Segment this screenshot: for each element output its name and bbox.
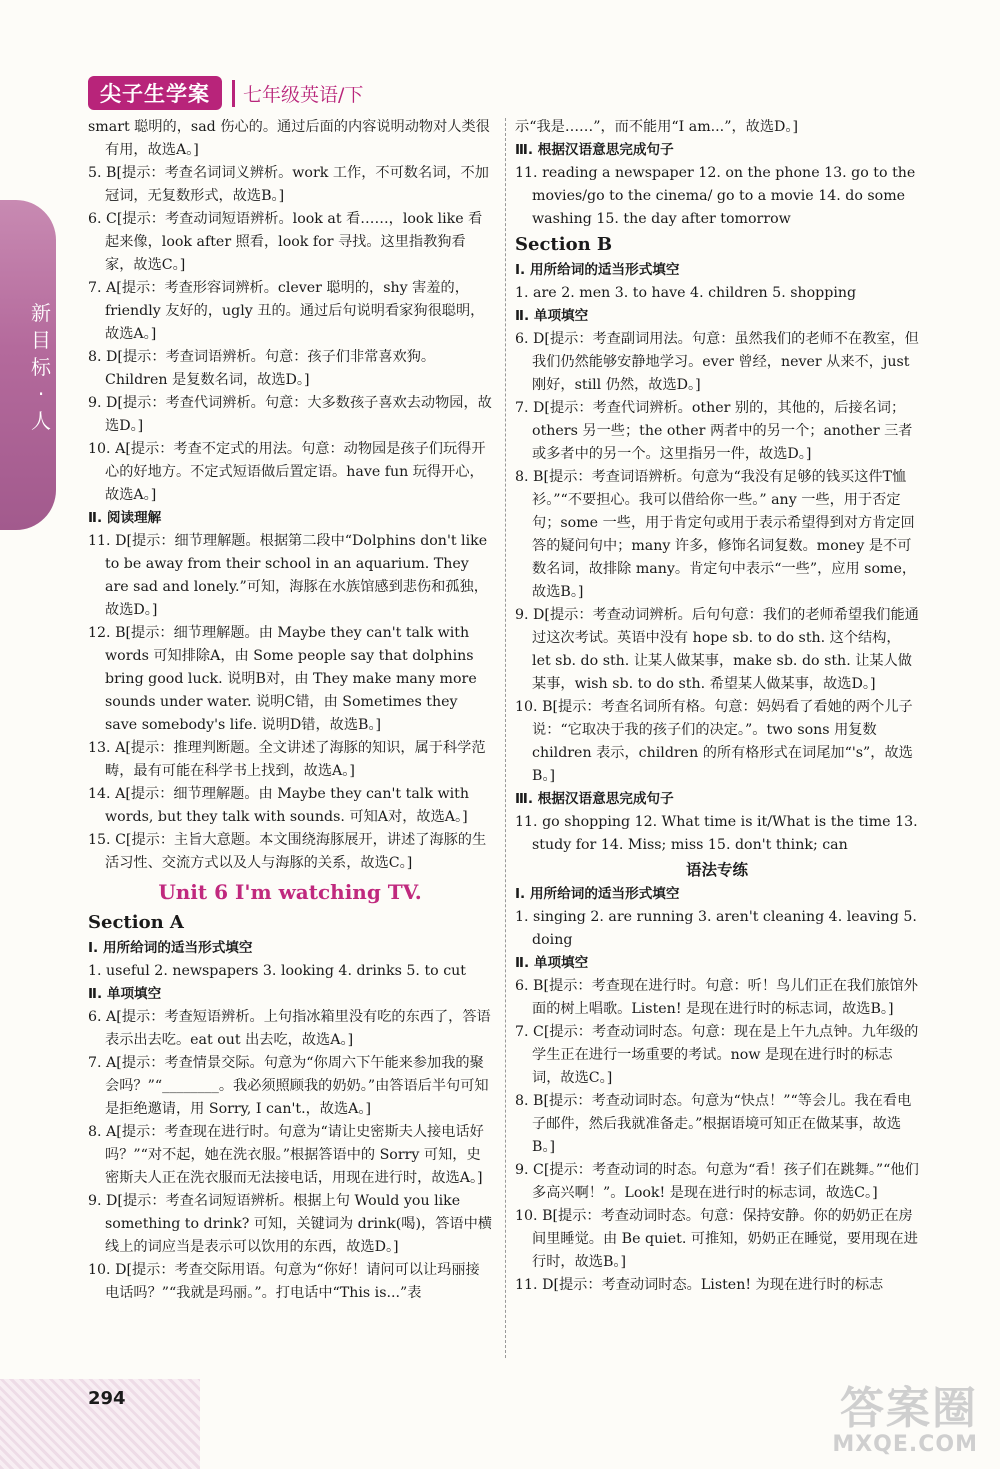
answer-item: 6. A[提示：考查短语辨析。上句指冰箱里没有吃的东西了，答语表示出去吃。eat out 出去吃，故选A。]: [88, 1009, 491, 1048]
page-header: [88, 76, 371, 110]
answer-item: 8. B[提示：考查词语辨析。句意为“我没有足够的钱买这件T恤衫。”“不要担心。我可以借给你一些。” any 一些，用于否定句；some 一些，用于肯定句或用于表示希望得到对方肯定回答的疑问句中；many 许多，修饰名词复数。money 是不可数名词，故排除 many。肯定句中表示“一些”，应用 some，故选B。]: [515, 469, 917, 600]
answer-item: 7. D[提示：考查代词辨析。other 别的，其他的，后接名词；others 另一些；the other 两者中的另一个；another 三者或多者中的另一个。这里指另一件，故选D。]: [515, 400, 913, 462]
section-heading: Ⅲ. 根据汉语意思完成句子: [515, 791, 674, 807]
watermark-url: MXQE.COM: [832, 1432, 978, 1457]
answer-item: 11. reading a newspaper 12. on the phone 13. go to the movies/go to the cinema/ go to a movie 14. do some washing 15. the day after tomorrow: [515, 165, 916, 227]
section-heading: Ⅰ. 用所给词的适当形式填空: [515, 262, 680, 278]
answer-item: 8. B[提示：考查动词时态。句意为“快点！”“等会儿。我在看电子邮件，然后我就准备走。”根据语境可知正在做某事，故选B。]: [515, 1093, 912, 1155]
section-heading: Ⅱ. 单项填空: [515, 955, 589, 971]
answer-item: 11. go shopping 12. What time is it/What is the time 13. study for 14. Miss; miss 15. don't think; can: [515, 814, 918, 853]
brand-logo: 尖子生学案: [88, 76, 222, 110]
answer-item: 9. D[提示：考查代词辨析。句意：大多数孩子喜欢去动物园，故选D。]: [88, 395, 492, 434]
answer-item: 10. B[提示：考查动词时态。句意：保持安静。你的奶奶正在房间里睡觉。由 Be quiet. 可推知，奶奶正在睡觉，要用现在进行时，故选B。]: [515, 1208, 918, 1270]
section-heading: Ⅰ. 用所给词的适当形式填空: [88, 940, 253, 956]
column-divider: [505, 118, 506, 1358]
answer-item: 6. D[提示：考查副词用法。句意：虽然我们的老师不在教室，但我们仍然能够安静地学习。ever 曾经，never 从来不，just 刚好，still 仍然，故选D。]: [515, 331, 919, 393]
section-title: Section B: [515, 234, 613, 255]
side-tab-label: 新目标·人: [31, 301, 51, 433]
answer-item: 8. A[提示：考查现在进行时。句意为“请让史密斯夫人接电话好吗？”“对不起，她在洗衣服。”根据答语中的 Sorry 可知，史密斯夫人正在洗衣服而无法接电话，用现在进行时，故选A。]: [88, 1124, 484, 1186]
answer-item: 10. B[提示：考查名词所有格。句意：妈妈看了看她的两个儿子说：“它取决于我的孩子们的决定。”。two sons 用复数 children 表示，children 的所有格形式在词尾加“'s”，故选B。]: [515, 699, 913, 784]
answer-item: 9. C[提示：考查动词的时态。句意为“看！孩子们在跳舞。”“他们多高兴啊！”。Look! 是现在进行时的标志词，故选C。]: [515, 1162, 919, 1201]
answer-item: 10. A[提示：考查不定式的用法。句意：动物园是孩子们玩得开心的好地方。不定式短语做后置定语。have fun 玩得开心，故选A。]: [88, 441, 486, 503]
answer-item: 14. A[提示：细节理解题。由 Maybe they can't talk with words, but they talk with sounds. 可知A对，故选A。]: [88, 786, 469, 825]
answer-item: 13. A[提示：推理判断题。全文讲述了海豚的知识，属于科学范畴，最有可能在科学书上找到，故选A。]: [88, 740, 486, 779]
answer-item: 1. useful 2. newspapers 3. looking 4. drinks 5. to cut: [88, 963, 466, 979]
answer-item: 8. D[提示：考查词语辨析。句意：孩子们非常喜欢狗。Children 是复数名词，故选D。]: [88, 349, 436, 388]
watermark: [832, 1385, 978, 1457]
answer-item: 1. are 2. men 3. to have 4. children 5. shopping: [515, 285, 857, 301]
section-heading: Ⅲ. 根据汉语意思完成句子: [515, 142, 674, 158]
answer-item: 9. D[提示：考查动词辨析。后句句意：我们的老师希望我们能通过这次考试。英语中没有 hope sb. to do sth. 这个结构，let sb. do sth. 让某人做某事，make sb. do sth. 让某人做某事，wish sb. to do sth. 希望某人做某事，故选D。]: [515, 607, 919, 692]
answer-item: 10. D[提示：考查交际用语。句意为“你好！请问可以让玛丽接电话吗？”“我就是玛丽。”。打电话中“This is...”表: [88, 1262, 480, 1301]
answer-item: 7. A[提示：考查情景交际。句意为“你周六下午能来参加我的聚会吗？”“________。我必须照顾我的奶奶。”由答语后半句可知是拒绝邀请，用 Sorry, I can't.，故选A。]: [88, 1055, 489, 1117]
answer-item: 15. C[提示：主旨大意题。本文围绕海豚展开，讲述了海豚的生活习性、交流方式以及人与海豚的关系，故选C。]: [88, 832, 487, 871]
page-number: 294: [88, 1388, 126, 1409]
section-heading: Ⅱ. 阅读理解: [88, 510, 162, 526]
section-title: Section A: [88, 912, 184, 933]
unit-title: Unit 6 I'm watching TV.: [158, 880, 422, 904]
right-column: [515, 116, 919, 1297]
section-heading: Ⅰ. 用所给词的适当形式填空: [515, 886, 680, 902]
answer-item: 9. D[提示：考查名词短语辨析。根据上句 Would you like something to drink? 可知，关键词为 drink(喝)，答语中横线上的词应当是表示可以饮用的东西，故选D。]: [88, 1193, 492, 1255]
answer-item: 7. A[提示：考查形容词辨析。clever 聪明的，shy 害羞的，friendly 友好的，ugly 丑的。通过后句说明看家狗很聪明，故选A。]: [88, 280, 485, 342]
book-title: 七年级英语/下: [232, 80, 371, 107]
answer-item: 示“我是……”，而不能用“I am...”，故选D。]: [515, 119, 799, 135]
left-column: [88, 116, 492, 1305]
section-heading: Ⅱ. 单项填空: [515, 308, 589, 324]
answer-item: 11. D[提示：考查动词时态。Listen! 为现在进行时的标志: [515, 1277, 884, 1293]
answer-item: 12. B[提示：细节理解题。由 Maybe they can't talk with words 可知排除A，由 Some people say that dolphins bring good luck. 说明B对，由 They make many more sounds under water. 说明C错，由 Sometimes they save somebody's life. 说明D错，故选B。]: [88, 625, 477, 733]
answer-item: 11. D[提示：细节理解题。根据第二段中“Dolphins don't like to be away from their school in an aquarium. They are sad and lonely.”可知，海豚在水族馆感到悲伤和孤独，故选D。]: [88, 533, 488, 618]
answer-item: 5. B[提示：考查名词词义辨析。work 工作，不可数名词，不加冠词，无复数形式，故选B。]: [88, 165, 489, 204]
answer-item: 6. C[提示：考查动词短语辨析。look at 看……，look like 看起来像，look after 照看，look for 寻找。这里指教狗看家，故选C。]: [88, 211, 483, 273]
answer-item: smart 聪明的，sad 伤心的。通过后面的内容说明动物对人类很有用，故选A。]: [88, 119, 490, 158]
answer-item: 7. C[提示：考查动词时态。句意：现在是上午九点钟。九年级的学生正在进行一场重要的考试。now 是现在进行时的标志词，故选C。]: [515, 1024, 919, 1086]
section-heading: Ⅱ. 单项填空: [88, 986, 162, 1002]
answer-item: 6. B[提示：考查现在进行时。句意：听！鸟儿们正在我们旅馆外面的树上唱歌。Listen! 是现在进行时的标志词，故选B。]: [515, 978, 918, 1017]
answer-item: 1. singing 2. are running 3. aren't cleaning 4. leaving 5. doing: [515, 909, 917, 948]
watermark-logo: 答案圈: [840, 1383, 978, 1434]
practice-title: 语法专练: [685, 861, 748, 879]
